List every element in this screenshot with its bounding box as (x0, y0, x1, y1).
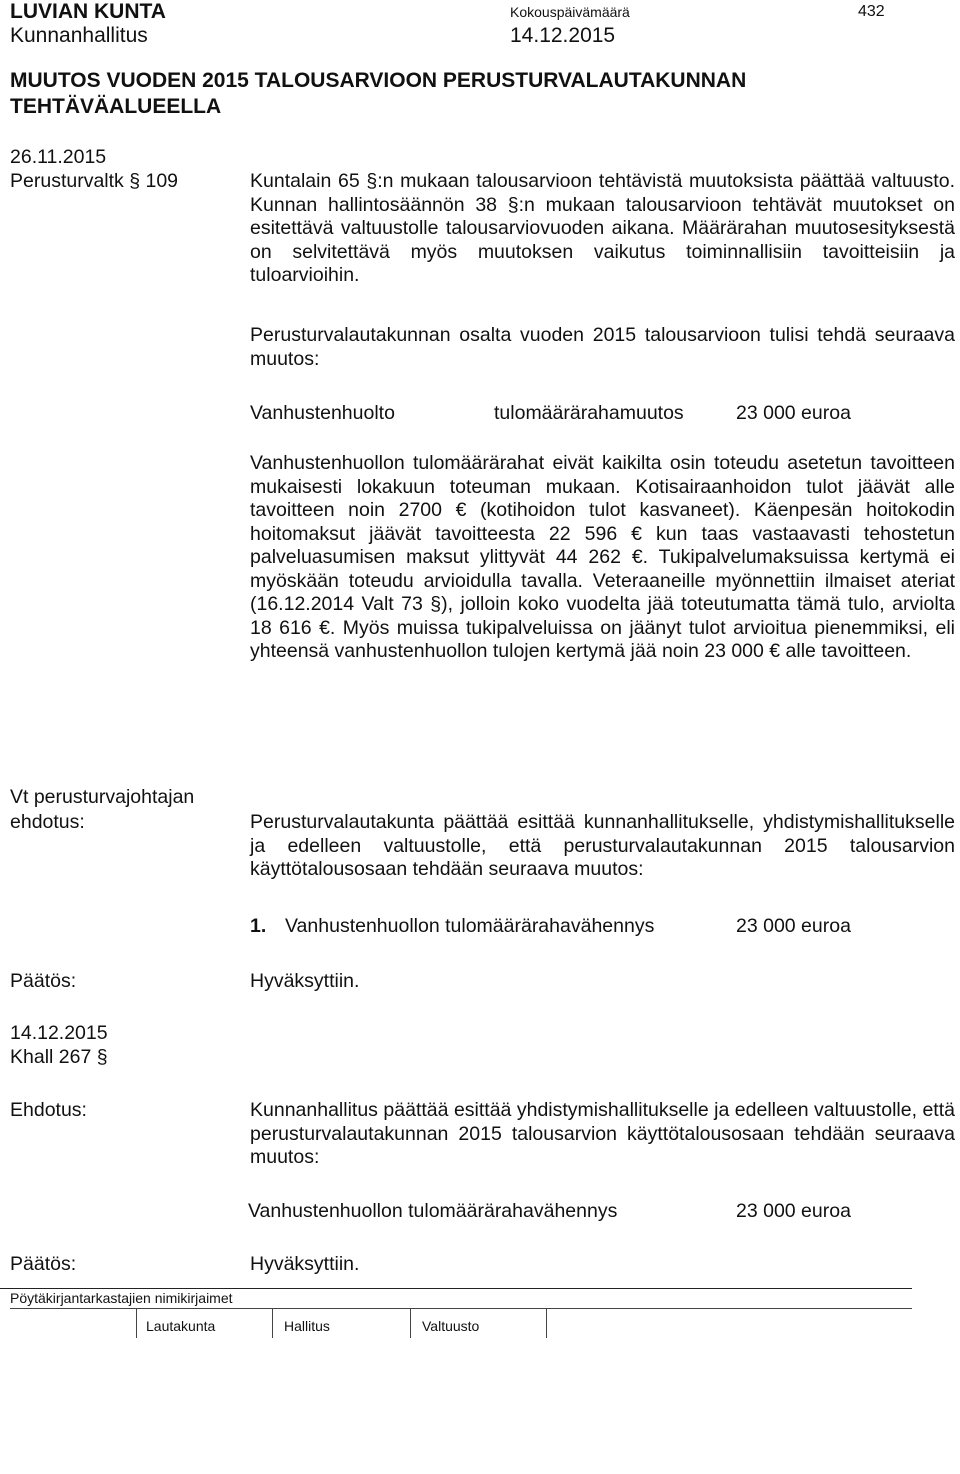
section1-paragraph-3 (250, 452, 955, 664)
signature-box-border (0, 1288, 912, 1289)
page-number: 432 (858, 3, 885, 20)
signature-divider (10, 1308, 912, 1309)
proposal1-decision: Hyväksyttiin. (250, 970, 360, 992)
section1-paragraph-2 (250, 324, 955, 371)
paragraph-text: Kuntalain 65 §:n mukaan talousarvioon tehtävistä muutoksista päättää valtuusto. Kunnan hallintosäännön 38 §:n mukaan talousarvioon tehtävät muutokset on esitettävä valtuustolle talousarviovuoden aikana. Määrärahan muutosesityksestä on selvitettävä myös muutoksen vaikutus toiminnallisiin tavoitteisiin ja tuloarvioihin. (250, 170, 955, 286)
proposal1-item-text: Vanhustenhuollon tulomäärärahavähennys (285, 915, 655, 937)
proposal2-text (250, 1099, 955, 1170)
proposal2-label: Ehdotus: (10, 1099, 87, 1121)
change-unit: Vanhustenhuolto (250, 402, 395, 424)
signature-column-divider (546, 1308, 547, 1338)
signature-column-divider (136, 1308, 137, 1338)
signatures-title: Pöytäkirjantarkastajien nimikirjaimet (10, 1290, 233, 1306)
document-title: MUUTOS VUODEN 2015 TALOUSARVIOON PERUSTURVALAUTAKUNNAN TEHTÄVÄALUEELLA (10, 69, 747, 118)
paragraph-text: Kunnanhallitus päättää esittää yhdistymishallitukselle ja edelleen valtuustolle, että perusturvalautakunnan 2015 talousarvion käyttötalousosaan tehdään seuraava muutos: (250, 1099, 955, 1168)
organization-name: LUVIAN KUNTA (10, 0, 166, 23)
meeting-date-label: Kokouspäivämäärä (510, 4, 630, 20)
proposal1-decision-label: Päätös: (10, 970, 77, 992)
proposal2-item-text: Vanhustenhuollon tulomäärärahavähennys (248, 1200, 618, 1222)
proposal2-decision-label: Päätös: (10, 1253, 77, 1275)
signature-column-lautakunta: Lautakunta (146, 1318, 216, 1334)
proposal1-label-line1: Vt perusturvajohtajan (10, 786, 195, 808)
paragraph-text: Perusturvalautakunta päättää esittää kunnanhallitukselle, yhdistymishallitukselle ja edelleen valtuustolle, että perusturvalautakunnan 2015 talousarvion käyttötalousosaan tehdään seuraava muutos: (250, 811, 955, 880)
governing-body: Kunnanhallitus (10, 24, 148, 47)
section2-date: 14.12.2015 (10, 1022, 108, 1044)
proposal2-decision: Hyväksyttiin. (250, 1253, 360, 1275)
proposal1-item-number: 1. (250, 915, 267, 937)
section2-reference: Khall 267 § (10, 1046, 108, 1068)
paragraph-text: Vanhustenhuollon tulomäärärahat eivät kaikilta osin toteudu asetetun tavoitteen mukaisesti lokakuun toteuman mukaan. Kotisairaanhoidon tulot jäävät alle tavoitteen noin 2700 € (kotihoidon tulot kasvaneet). Käenpesän hoitokodin hoitomaksut jäävät tavoitteesta 22 596 € kun taas vastaavasti tehostetun palveluasumisen maksut ylittyvät 44 262 €. Tukipalvelumaksuissa kertymä ei myöskään toteudu arvioidulla tavalla. Veteraaneille myönnettiin ilmaiset ateriat (16.12.2014 Valt 73 §), jolloin koko vuodelta jää toteutumatta tämä tulo, arviolta 18 616 €. Myös muissa tukipalveluissa on jäänyt tulot arvioitua pienemmiksi, eli yhteensä vanhustenhuollon tulojen kertymä jää noin 23 000 € alle tavoitteen. (250, 452, 955, 662)
meeting-date: 14.12.2015 (510, 24, 616, 47)
change-amount: 23 000 euroa (736, 402, 851, 424)
signature-column-divider (272, 1308, 273, 1338)
change-type: tulomäärärahamuutos (494, 402, 684, 424)
paragraph-text: Perusturvalautakunnan osalta vuoden 2015 talousarvioon tulisi tehdä seuraava muutos: (250, 324, 955, 370)
section1-reference: Perusturvaltk § 109 (10, 170, 179, 192)
signature-column-valtuusto: Valtuusto (422, 1318, 480, 1334)
section1-paragraph-1 (250, 170, 955, 288)
proposal1-item-amount: 23 000 euroa (736, 915, 851, 937)
signature-column-divider (410, 1308, 411, 1338)
proposal1-text (250, 811, 955, 882)
proposal1-label-line2: ehdotus: (10, 811, 85, 833)
section1-date: 26.11.2015 (10, 146, 107, 168)
signature-column-hallitus: Hallitus (284, 1318, 330, 1334)
proposal2-item-amount: 23 000 euroa (736, 1200, 851, 1222)
